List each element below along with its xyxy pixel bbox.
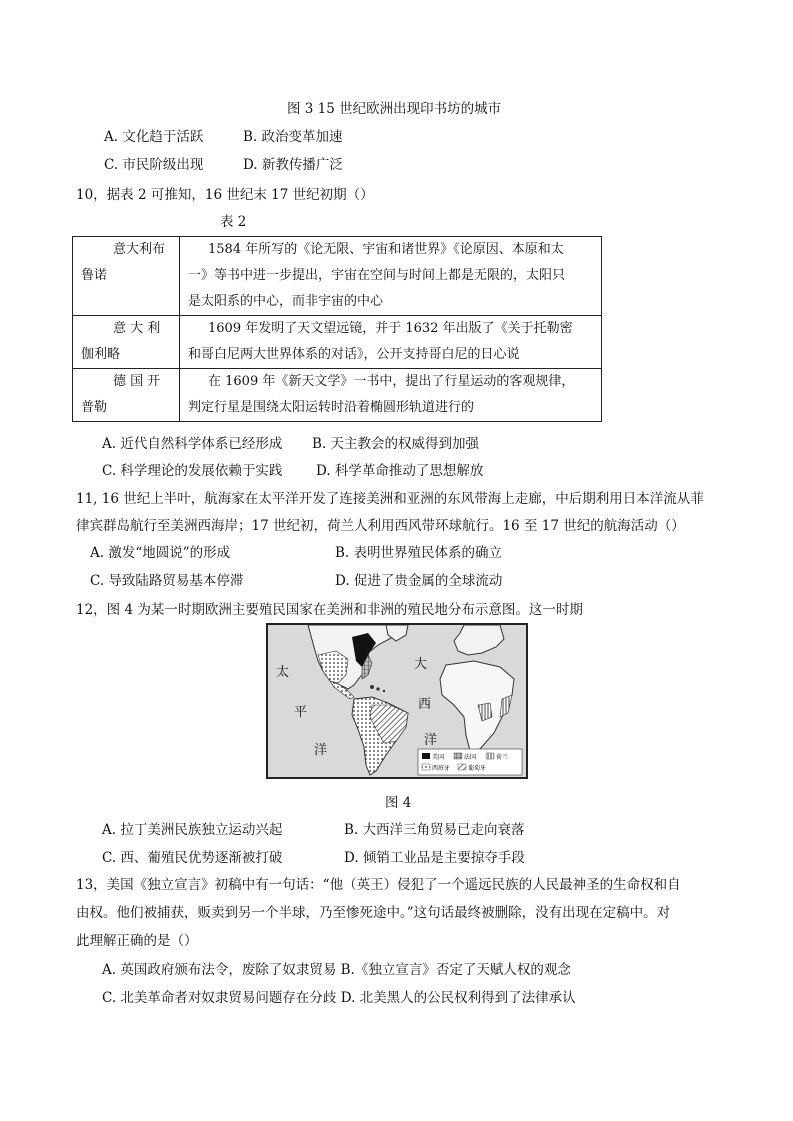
- table-cell-name: [73, 316, 180, 369]
- text-line: 1609 年发明了天文望远镜，并于 1632 年出版了《关于托勒密: [208, 321, 573, 336]
- map-label-xi: 西: [418, 697, 432, 712]
- table-cell-name: [73, 369, 180, 422]
- legend-swatch-usa: [422, 753, 430, 759]
- legend-swatch-portugal: [458, 764, 466, 770]
- legend-spain: 西班牙: [432, 765, 451, 772]
- q10-option-a[interactable]: A. 近代自然科学体系已经形成: [102, 436, 283, 452]
- legend-swatch-france: [454, 753, 462, 759]
- q11-option-d[interactable]: D. 促进了贵金属的全球流动: [335, 573, 503, 589]
- q11-option-a[interactable]: A. 激发“地圆说”的形成: [90, 545, 231, 561]
- q13-options-ab[interactable]: A. 英国政府颁布法令，废除了奴隶贸易 B.《独立宣言》否定了天赋人权的观念: [102, 962, 571, 978]
- table-cell-text: [180, 369, 602, 422]
- text-line: 和哥白尼两大世界体系的对话》，公开支持哥白尼的日心说: [188, 347, 520, 362]
- table-cell-text: [180, 316, 602, 369]
- figure-3-caption: 图 3 15 世纪欧洲出现印书坊的城市: [287, 101, 502, 117]
- text-line: 一》等书中进一步提出，宇宙在空间与时间上都是无限的，太阳只: [188, 268, 566, 283]
- name-line: 普勒: [81, 400, 108, 415]
- q11-stem-line-2: 律宾群岛航行至美洲西海岸；17 世纪初，荷兰人利用西风带环球航行。16 至 17 世纪的航海活动（）: [76, 518, 685, 534]
- name-line: 意大利布: [113, 242, 166, 257]
- legend-portugal: 葡萄牙: [468, 765, 487, 772]
- table-2-title: 表 2: [220, 214, 247, 230]
- q9-option-d[interactable]: D. 新教传播广泛: [243, 157, 343, 173]
- q11-stem-line-1: 11, 16 世纪上半叶，航海家在太平洋开发了连接美洲和亚洲的东风带海上走廊，中后期利用日本洋流从菲: [76, 491, 704, 507]
- caribbean-island: [370, 685, 374, 689]
- q10-option-b[interactable]: B. 天主教会的权威得到加强: [312, 436, 480, 452]
- figure-4-caption: 图 4: [385, 795, 412, 811]
- map-label-tai: 太: [276, 665, 290, 680]
- table-2: [72, 236, 602, 422]
- legend-usa: 美国: [432, 754, 445, 761]
- name-line: 意 大 利: [113, 321, 161, 336]
- legend-france: 法国: [464, 754, 477, 761]
- q11-option-c[interactable]: C. 导致陆路贸易基本停滞: [90, 573, 244, 589]
- legend-swatch-spain: [422, 764, 430, 770]
- table-cell-text: [180, 237, 602, 316]
- text-line: 是太阳系的中心，而非宇宙的中心: [188, 294, 384, 309]
- text-line: 在 1609 年《新天文学》一书中，提出了行星运动的客观规律，: [208, 374, 575, 389]
- q13-options-cd[interactable]: C. 北美革命者对奴隶贸易问题存在分歧 D. 北美黑人的公民权利得到了法律承认: [102, 990, 576, 1006]
- q10-option-d[interactable]: D. 科学革命推动了思想解放: [316, 463, 484, 479]
- q13-stem-line-1: 13，美国《独立宣言》初稿中有一句话：“他（英王）侵犯了一个遥远民族的人民最神圣的生命权和自: [76, 877, 681, 893]
- legend-netherlands: 荷兰: [496, 754, 509, 761]
- caribbean-island: [383, 690, 385, 692]
- q12-option-a[interactable]: A. 拉丁美洲民族独立运动兴起: [102, 822, 283, 838]
- map-label-ping: 平: [294, 705, 308, 720]
- map-label-yang-atlantic: 洋: [424, 733, 438, 748]
- q10-stem: 10，据表 2 可推知，16 世纪末 17 世纪初期（）: [76, 187, 374, 203]
- name-line: 伽利略: [81, 347, 121, 362]
- colonial-map: [266, 623, 528, 779]
- table-row: [73, 237, 602, 316]
- table-row: [73, 316, 602, 369]
- caribbean-island: [376, 687, 379, 690]
- q12-option-d[interactable]: D. 倾销工业品是主要掠夺手段: [344, 850, 525, 866]
- legend-swatch-netherlands: [486, 753, 494, 759]
- q11-option-b[interactable]: B. 表明世界殖民体系的确立: [335, 545, 503, 561]
- name-line: 鲁诺: [81, 268, 108, 283]
- table-row: [73, 369, 602, 422]
- q9-option-c[interactable]: C. 市民阶级出现: [104, 157, 204, 173]
- q13-stem-line-2: 由权。他们被捕获，贩卖到另一个半球，乃至惨死途中。”这句话最终被删除，没有出现在定稿中。对: [76, 905, 671, 921]
- map-label-da: 大: [414, 657, 428, 672]
- q12-option-b[interactable]: B. 大西洋三角贸易已走向衰落: [344, 822, 525, 838]
- text-line: 判定行星是围绕太阳运转时沿着椭圆形轨道进行的: [188, 400, 475, 415]
- q10-option-c[interactable]: C. 科学理论的发展依赖于实践: [102, 463, 283, 479]
- q13-stem-line-3: 此理解正确的是（）: [76, 933, 198, 949]
- table-cell-name: [73, 237, 180, 316]
- q12-option-c[interactable]: C. 西、葡殖民优势逐渐被打破: [102, 850, 283, 866]
- q9-option-a[interactable]: A. 文化趋于活跃: [104, 129, 204, 145]
- q12-stem: 12，图 4 为某一时期欧洲主要殖民国家在美洲和非洲的殖民地分布示意图。这一时期: [76, 602, 583, 618]
- name-line: 德 国 开: [113, 374, 161, 389]
- q9-option-b[interactable]: B. 政治变革加速: [243, 129, 343, 145]
- text-line: 1584 年所写的《论无限、宇宙和诸世界》《论原因、本原和太: [208, 242, 564, 257]
- map-label-yang-pacific: 洋: [314, 743, 328, 758]
